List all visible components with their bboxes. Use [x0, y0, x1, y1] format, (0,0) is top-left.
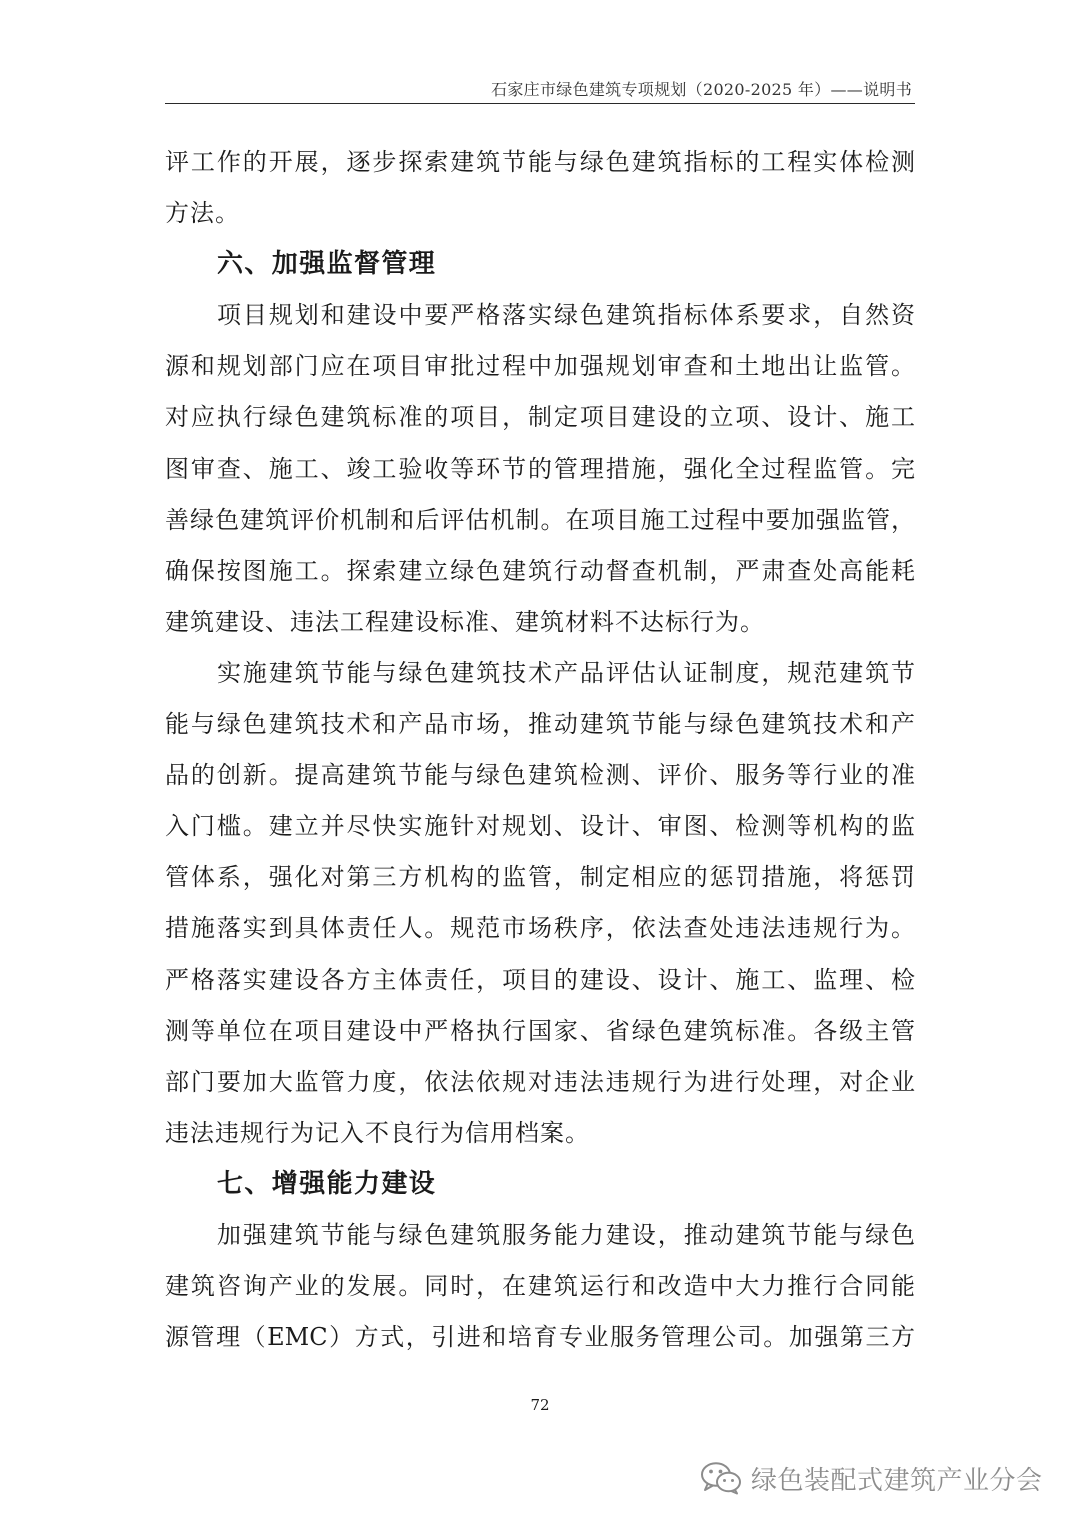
text-line: 实施建筑节能与绿色建筑技术产品评估认证制度，规范建筑节 [217, 658, 915, 687]
header-rule [165, 103, 915, 104]
text-line: 项目规划和建设中要严格落实绿色建筑指标体系要求，自然资 [217, 301, 915, 330]
page-number: 72 [530, 1396, 550, 1414]
text-line: 入门槛。建立并尽快实施针对规划、设计、审图、检测等机构的监 [165, 812, 915, 841]
section-heading: 七、增强能力建设 [217, 1168, 437, 1199]
text-line: 管体系，强化对第三方机构的监管，制定相应的惩罚措施，将惩罚 [165, 863, 915, 892]
running-header: 石家庄市绿色建筑专项规划（2020-2025 年）——说明书 [491, 80, 912, 99]
document-body [165, 137, 915, 1363]
paragraph [165, 290, 915, 648]
watermark-text: 绿色装配式建筑产业分会 [751, 1465, 1043, 1496]
text-line: 评工作的开展，逐步探索建筑节能与绿色建筑指标的工程实体检测 [165, 148, 915, 176]
watermark [700, 1459, 1043, 1497]
text-line: 措施落实到具体责任人。规范市场秩序，依法查处违法违规行为。 [165, 914, 915, 943]
section-heading: 六、加强监督管理 [217, 249, 437, 280]
text-line: 建筑咨询产业的发展。同时，在建筑运行和改造中大力推行合同能 [165, 1272, 915, 1301]
paragraph-continued [165, 137, 915, 239]
text-line: 严格落实建设各方主体责任，项目的建设、设计、施工、监理、检 [165, 965, 915, 994]
text-line: 品的创新。提高建筑节能与绿色建筑检测、评价、服务等行业的准 [165, 761, 915, 790]
text-line: 对应执行绿色建筑标准的项目，制定项目建设的立项、设计、施工 [165, 403, 915, 432]
text-line: 建筑建设、违法工程建设标准、建筑材料不达标行为。 [165, 607, 765, 636]
text-line: 方法。 [165, 199, 240, 228]
text-line: 能与绿色建筑技术和产品市场，推动建筑节能与绿色建筑技术和产 [165, 710, 915, 739]
wechat-icon [700, 1461, 742, 1495]
text-line: 加强建筑节能与绿色建筑服务能力建设，推动建筑节能与绿色 [217, 1220, 915, 1249]
text-line: 测等单位在项目建设中严格执行国家、省绿色建筑标准。各级主管 [165, 1016, 915, 1045]
text-line: 部门要加大监管力度，依法依规对违法违规行为进行处理，对企业 [165, 1067, 915, 1096]
text-line: 善绿色建筑评价机制和后评估机制。在项目施工过程中要加强监管， [165, 505, 915, 534]
text-line: 违法违规行为记入不良行为信用档案。 [165, 1118, 590, 1147]
text-line: 源管理（EMC）方式，引进和培育专业服务管理公司。加强第三方 [165, 1323, 915, 1352]
text-line: 图审查、施工、竣工验收等环节的管理措施，强化全过程监管。完 [165, 454, 915, 483]
text-line: 确保按图施工。探索建立绿色建筑行动督查机制，严肃查处高能耗 [165, 556, 915, 585]
paragraph [165, 648, 915, 1159]
paragraph [165, 1210, 915, 1363]
text-line: 源和规划部门应在项目审批过程中加强规划审查和土地出让监管。 [165, 352, 915, 381]
